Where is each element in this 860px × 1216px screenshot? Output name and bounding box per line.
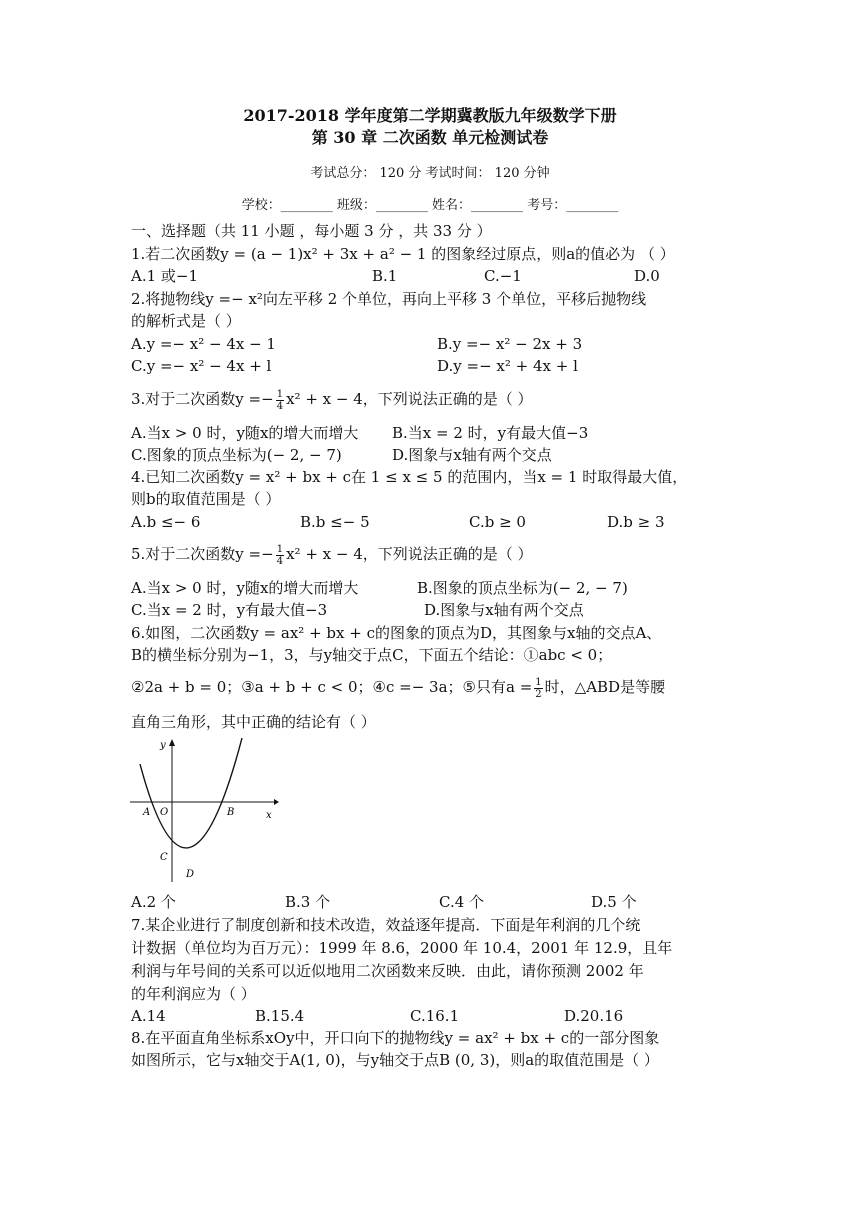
q6-fraction	[534, 677, 542, 700]
q7-stem-line1: 7.某企业进行了制度创新和技术改造，效益逐年提高．下面是年利润的几个统	[131, 916, 641, 934]
y-axis-arrow	[169, 739, 175, 746]
q5-frac-den: 4	[276, 555, 284, 567]
q7-option-d: D.20.16	[564, 1007, 624, 1025]
q5-stem	[131, 543, 731, 567]
q2-option-a: A.y =− x² − 4x − 1	[131, 335, 276, 353]
fig-label-a: A	[143, 807, 151, 818]
fig-label-x: x	[266, 810, 272, 821]
q6-stem-line1: 6.如图，二次函数y = ax² + bx + c的图象的顶点为D，其图象与x轴的交点A、	[131, 624, 662, 642]
q7-option-c: C.16.1	[410, 1007, 460, 1025]
q3-fraction	[276, 389, 284, 412]
parabola-curve	[140, 738, 242, 848]
q6-frac-den: 2	[535, 688, 542, 700]
parabola-figure	[128, 736, 280, 886]
section-heading: 一、选择题（共 11 小题 ，每小题 3 分 ，共 33 分 ）	[131, 222, 492, 240]
q5-option-c: C.当x = 2 时，y有最大值−3	[131, 601, 328, 619]
q6-stem-line4: 直角三角形，其中正确的结论有（ ）	[131, 713, 376, 731]
q1-option-c: C.−1	[484, 267, 522, 285]
q5-option-a: A.当x > 0 时，y随x的增大而增大	[131, 579, 359, 597]
q6-stem-line3	[131, 676, 731, 700]
q7-stem-line4: 的年利润应为（ ）	[131, 985, 256, 1003]
q5-option-d: D.图象与x轴有两个交点	[424, 601, 584, 619]
q6-stem3-pre: ②2a + b = 0；③a + b + c < 0；④c =− 3a；⑤只有a =	[131, 678, 533, 696]
x-axis-arrow	[274, 799, 279, 805]
q8-stem-line1: 8.在平面直角坐标系xOy中，开口向下的抛物线y = ax² + bx + c的一部分图象	[131, 1029, 660, 1047]
q3-stem	[131, 388, 731, 412]
q5-option-b: B.图象的顶点坐标为(− 2, − 7)	[417, 579, 628, 597]
q5-stem-post: x² + x − 4，下列说法正确的是（ ）	[286, 545, 533, 563]
q3-frac-num: 1	[276, 388, 284, 400]
fig-label-c: C	[160, 852, 168, 863]
exam-info: 考试总分： 120 分 考试时间： 120 分钟	[310, 166, 550, 181]
q3-option-d: D.图象与x轴有两个交点	[392, 446, 552, 464]
exam-subtitle: 第 30 章 二次函数 单元检测试卷	[311, 128, 549, 147]
q6-option-d: D.5 个	[591, 893, 637, 911]
q6-stem-line2: B的横坐标分别为−1，3，与y轴交于点C，下面五个结论：①abc < 0；	[131, 646, 613, 664]
q3-option-c: C.图象的顶点坐标为(− 2, − 7)	[131, 446, 342, 464]
q3-option-b: B.当x = 2 时，y有最大值−3	[392, 424, 589, 442]
q1-option-d: D.0	[634, 267, 660, 285]
q4-stem-line1: 4.已知二次函数y = x² + bx + c在 1 ≤ x ≤ 5 的范围内，当x = 1 时取得最大值，	[131, 468, 688, 486]
q7-stem-line3: 利润与年号间的关系可以近似地用二次函数来反映．由此，请你预测 2002 年	[131, 962, 644, 980]
q1-stem: 1.若二次函数y = (a − 1)x² + 3x + a² − 1 的图象经过原点，则a的值必为 （ ）	[131, 245, 675, 263]
q6-option-a: A.2 个	[131, 893, 176, 911]
q6-option-b: B.3 个	[285, 893, 331, 911]
q2-option-c: C.y =− x² − 4x + l	[131, 357, 272, 375]
q5-stem-pre: 5.对于二次函数y =−	[131, 545, 274, 563]
fig-label-y: y	[160, 740, 166, 751]
q8-stem-line2: 如图所示，它与x轴交于A(1, 0)，与y轴交于点B (0, 3)，则a的取值范围是（ ）	[131, 1051, 659, 1069]
q6-frac-num: 1	[535, 676, 542, 688]
q4-option-a: A.b ≤− 6	[131, 513, 201, 531]
q4-stem-line2: 则b的取值范围是（ ）	[131, 490, 281, 508]
q3-stem-post: x² + x − 4，下列说法正确的是（ ）	[286, 390, 533, 408]
q2-stem-line1: 2.将抛物线y =− x²向左平移 2 个单位，再向上平移 3 个单位，平移后抛物线	[131, 290, 647, 308]
q3-option-a: A.当x > 0 时，y随x的增大而增大	[131, 424, 359, 442]
q7-stem-line2: 计数据（单位均为百万元）：1999 年 8.6，2000 年 10.4，2001 年 12.9，且年	[131, 939, 673, 957]
q5-frac-num: 1	[276, 543, 284, 555]
q6-stem3-post: 时，△ABD是等腰	[544, 678, 666, 696]
exam-title: 2017-2018 学年度第二学期冀教版九年级数学下册	[243, 106, 617, 125]
q2-option-d: D.y =− x² + 4x + l	[437, 357, 578, 375]
q7-option-b: B.15.4	[255, 1007, 305, 1025]
fig-label-d: D	[186, 869, 195, 880]
q4-option-b: B.b ≤− 5	[300, 513, 370, 531]
q3-frac-den: 4	[276, 400, 284, 412]
q4-option-d: D.b ≥ 3	[607, 513, 665, 531]
student-info: 学校：________ 班级：________ 姓名：________ 考号：________	[241, 198, 619, 213]
fig-label-b: B	[227, 807, 235, 818]
q1-option-b: B.1	[372, 267, 398, 285]
q3-stem-pre: 3.对于二次函数y =−	[131, 390, 274, 408]
q4-option-c: C.b ≥ 0	[469, 513, 526, 531]
fig-label-o: O	[160, 807, 169, 818]
q6-option-c: C.4 个	[439, 893, 485, 911]
q7-option-a: A.14	[131, 1007, 166, 1025]
q5-fraction	[276, 544, 284, 567]
q1-option-a: A.1 或−1	[131, 267, 199, 285]
q2-option-b: B.y =− x² − 2x + 3	[437, 335, 583, 353]
q2-stem-line2: 的解析式是（ ）	[131, 312, 241, 330]
